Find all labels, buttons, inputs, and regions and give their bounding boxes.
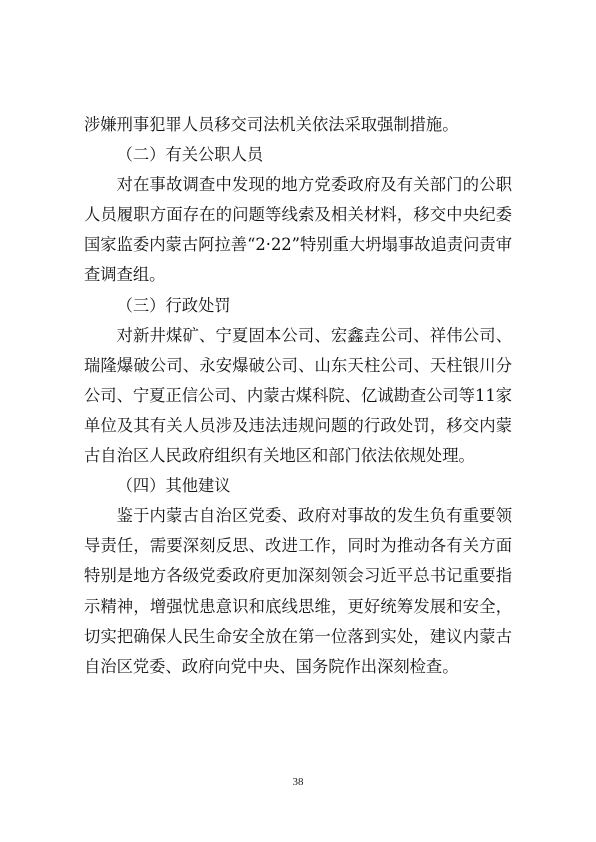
document-body	[84, 110, 512, 682]
paragraph-other-suggestions: 鉴于内蒙古自治区党委、政府对事故的发生负有重要领导责任，需要深刻反思、改进工作，同时为推动各有关方面特别是地方各级党委政府更加深刻领会习近平总书记重要指示精神，增强忧患意识和底线思维，更好统筹发展和安全，切实把确保人民生命安全放在第一位落到实处，建议内蒙古自治区党委、政府向党中央、国务院作出深刻检查。	[84, 506, 512, 676]
page-number: 38	[292, 776, 304, 788]
paragraph-continuation: 涉嫌刑事犯罪人员移交司法机关依法采取强制措施。	[84, 115, 459, 134]
section-heading-administrative-penalty: （三）行政处罚	[116, 295, 231, 315]
paragraph-public-officials: 对在事故调查中发现的地方党委政府及有关部门的公职人员履职方面存在的问题等线索及相关材料，移交中央纪委国家监委内蒙古阿拉善“2·22”特别重大坍塌事故追责问责审查调查组。	[84, 175, 512, 285]
section-heading-public-officials: （二）有关公职人员	[116, 145, 264, 165]
section-heading-other-suggestions: （四）其他建议	[116, 476, 231, 496]
paragraph-administrative-penalty: 对新井煤矿、宁夏固本公司、宏鑫垚公司、祥伟公司、瑞隆爆破公司、永安爆破公司、山东天柱公司、天柱银川分公司、宁夏正信公司、内蒙古煤科院、亿诚勘查公司等11家单位及其有关人员涉及违法违规问题的行政处罚，移交内蒙古自治区人民政府组织有关地区和部门依法依规处理。	[84, 325, 512, 466]
